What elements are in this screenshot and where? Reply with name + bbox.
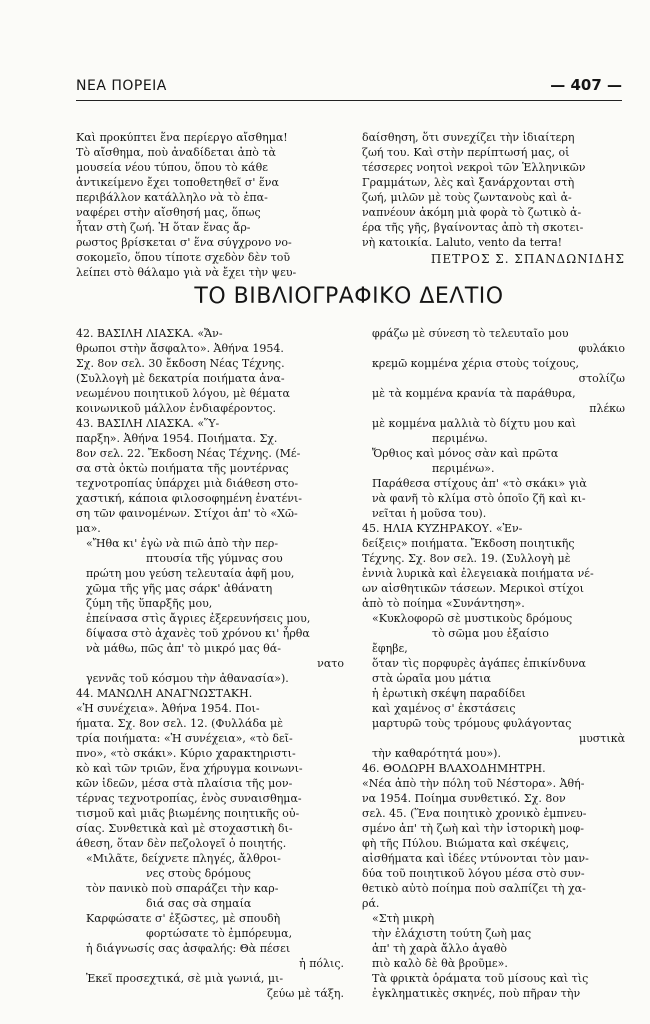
text-line: φράζω μὲ σύνεση τὸ τελευταῖο μου [372, 327, 569, 340]
text-line: στὰ ὡραῖα μου μάτια [372, 672, 491, 685]
text-line: λείπει στὸ θάλαμο γιὰ νὰ ἔχει τὴν ψευ- [76, 266, 297, 279]
text-line: ων αἰσθητικῶν τάσεων. Μερικοὶ στίχοι [362, 582, 584, 595]
text-line: ἡ διάγνωσίς σας ἀσφαλής: Θὰ πέσει [86, 942, 291, 955]
text-line: νὰ μάθω, πῶς ἀπ' τὸ μικρό μας θά- [86, 642, 281, 655]
text-line: «Ἤθα κι' ἐγὼ νὰ πιῶ ἀπὸ τὴν περ- [86, 537, 279, 550]
section-title: ΤΟ ΒΙΒΛΙΟΓΡΑΦΙΚΟ ΔΕΛΤΙΟ [194, 284, 504, 309]
text-line: μυστικὰ [578, 732, 625, 745]
text-line: περιβάλλον κατάλληλο νὰ τὸ ἐπα- [76, 191, 268, 204]
text-line: τεχνοτροπίας ὑπάρχει μιὰ διάθεση στο- [76, 477, 299, 490]
text-line: φυλάκιο [578, 342, 625, 355]
text-line: παρξη». Ἀθήνα 1954. Ποιήματα. Σχ. [76, 432, 278, 445]
bibliography-entry [76, 326, 344, 416]
bibliography-right-column [362, 326, 625, 1001]
text-line: ήματα. Σχ. 8ον σελ. 12. (Φυλλάδα μὲ [76, 717, 284, 730]
text-line: ναπνέουν ἀκόμη μιὰ φορὰ τὸ ζωτικὸ ἀ- [362, 206, 582, 219]
text-line: ζωή, μιλῶν μὲ τοὺς ζωντανοὺς καὶ ἀ- [362, 191, 572, 204]
text-line: 42. ΒΑΣΙΛΗ ΛΙΑΣΚΑ. «Ἄν- [76, 327, 223, 340]
text-line: διά σας σὰ σημαία [146, 897, 252, 910]
text-line: ἀπὸ τὸ ποίημα «Συνάντηση». [362, 597, 525, 610]
text-line: χαστική, κάποια φιλοσοφημένη ἐνατένι- [76, 492, 303, 505]
text-line: μαρτυρῶ τοὺς τρόμους φυλάγοντας [372, 717, 572, 730]
text-line: καὶ χαμένος σ' ἐκστάσεις [372, 702, 516, 715]
text-line: Καρφώσατε σ' ἐξῶστες, μὲ σπουδὴ [86, 912, 281, 925]
text-line: θρωποι στὴν ἄσφαλτο». Ἀθήνα 1954. [76, 342, 284, 355]
text-line: νεωμένου ποιητικοῦ λόγου, μὲ θέματα [76, 387, 290, 400]
text-line: χῶμα τῆς γῆς μας σάρκ' ἀθάνατη [86, 582, 273, 595]
text-line: ζεύω μὲ τάξη. [266, 987, 344, 1000]
text-line: πρώτη μου γεύση τελευταία ἀφῆ μου, [86, 567, 295, 580]
page-number: — 407 — [550, 76, 622, 94]
text-line: ἀντικείμενο ἔχει τοποθετηθεῖ σ' ἕνα [76, 176, 279, 189]
text-line: ἀπ' τὴ χαρὰ ἄλλο ἀγαθὸ [372, 942, 508, 955]
text-line: σίας. Συνθετικὰ καὶ μὲ στοχαστικὴ δι- [76, 822, 293, 835]
quoted-verse [362, 611, 625, 761]
text-line: φὴ τῆς Πύλου. Βιώματα καὶ σκέψεις, [362, 837, 570, 850]
text-line: «Μιλᾶτε, δείχνετε πληγές, ἄλθροι- [86, 852, 281, 865]
text-line: δίψασα στὸ ἀχανὲς τοῦ χρόνου κι' ἦρθα [86, 627, 310, 640]
article-end-right-column [362, 130, 625, 250]
text-line: ἐπείνασα στὶς ἄγριες ἐξερευνήσεις μου, [86, 612, 311, 625]
text-line: σα στὰ ὀκτὼ ποιήματα τῆς μοντέρνας [76, 462, 289, 475]
text-line: Παράθεσα στίχους ἀπ' «τὸ σκάκι» γιὰ [372, 477, 587, 490]
text-line: περιμένω». [432, 462, 495, 475]
text-line: μουσεία νέου τύπου, ὅπου τὸ κάθε [76, 161, 268, 174]
text-line: κρεμῶ κομμένα χέρια στοὺς τοίχους, [372, 357, 580, 370]
text-line: μὲ κομμένα μαλλιὰ τὸ δίχτυ μου καὶ [372, 417, 577, 430]
text-line: Καὶ προκύπτει ἕνα περίεργο αἴσθημα! [76, 131, 288, 144]
text-line: Τὰ φρικτὰ ὁράματα τοῦ μίσους καὶ τὶς [372, 972, 589, 985]
text-line: ὅταν τὶς πορφυρὲς ἀγάπες ἐπικίνδυνα [372, 657, 586, 670]
text-line: θετικὸ αὐτὸ ποίημα ποὺ σαλπίζει τὴ χα- [362, 882, 586, 895]
text-line: Ἐκεῖ προσεχτικά, σὲ μιὰ γωνιά, μι- [86, 972, 284, 985]
text-line: Γραμμάτων, λὲς καὶ ξανάρχονται στὴ [362, 176, 575, 189]
text-line: «Κυκλοφορῶ σὲ μυστικοὺς δρόμους [372, 612, 573, 625]
bibliography-entry [76, 686, 344, 851]
text-line: 43. ΒΑΣΙΛΗ ΛΙΑΣΚΑ. «Ὕ- [76, 417, 220, 430]
text-line: τὸν πανικὸ ποὺ σπαράζει τὴν καρ- [86, 882, 279, 895]
text-line: «Νέα ἀπὸ τὴν πόλη τοῦ Νέστορα». Ἀθή- [362, 777, 585, 790]
text-line: κῶν ἰδεῶν, μέσα στὰ πλαίσια τῆς μον- [76, 777, 293, 790]
bibliography-entry [362, 521, 625, 611]
text-line: ζύμη τῆς ὕπαρξῆς μου, [86, 597, 213, 610]
text-line: 44. ΜΑΝΩΛΗ ΑΝΑΓΝΩΣΤΑΚΗ. [76, 687, 253, 700]
text-line: «Στὴ μικρὴ [372, 912, 435, 925]
text-line: πτουσία τῆς γύμνας σου [146, 552, 283, 565]
journal-title: ΝΕΑ ΠΟΡΕΙΑ [76, 78, 167, 94]
text-line: νὰ φανῆ τὸ κλίμα στὸ ὁποῖο ζῆ καὶ κι- [372, 492, 586, 505]
text-line: σοκομεῖο, ὅπου τίποτε σχεδὸν δὲν τοῦ [76, 251, 291, 264]
text-line: πιὸ καλὸ δὲ θὰ βροῦμε». [372, 957, 508, 970]
header-rule [76, 100, 622, 101]
text-line: δαίσθηση, ὅτι συνεχίζει τὴν ἰδιαίτερη [362, 131, 575, 144]
bibliography-entry [76, 416, 344, 536]
text-line: γεννᾶς τοῦ κόσμου τὴν ἀθανασία»). [86, 672, 289, 685]
text-line: μὲ τὰ κομμένα κρανία τὰ παράθυρα, [372, 387, 576, 400]
text-line: δύα τοῦ ποιητικοῦ λόγου μέσα στὸ συν- [362, 867, 585, 880]
text-line: ἦταν στὴ ζωή. Ἡ ὅταν ἕνας ἄρ- [76, 221, 251, 234]
text-line: άθεση, ὅταν δὲν πεζολογεῖ ὁ ποιητής. [76, 837, 287, 850]
text-line: νες στοὺς δρόμους [146, 867, 251, 880]
text-line: Ὄρθιος καὶ μόνος σὰν καὶ πρῶτα [372, 447, 559, 460]
text-line: Τὸ αἴσθημα, ποὺ ἀναδίδεται ἀπὸ τὰ [76, 146, 276, 159]
text-line: περιμένω. [432, 432, 488, 445]
running-header [76, 74, 622, 98]
text-line: ναφέρει στὴν αἴσθησή μας, ὅπως [76, 206, 261, 219]
text-line: αἰσθήματα καὶ ἰδέες ντύνονται τὸν μαν- [362, 852, 589, 865]
text-line: 8ον σελ. 22. Ἔκδοση Νέας Τέχνης. (Μέ- [76, 447, 301, 460]
text-line: 45. ΗΛΙΑ ΚΥΖΗΡΑΚΟΥ. «Ἐν- [362, 522, 523, 535]
text-line: νεῖται ἡ μοῦσα του). [372, 507, 487, 520]
text-line: στολίζω [578, 372, 625, 385]
text-line: μα». [76, 522, 101, 535]
text-line: νατο [317, 657, 344, 670]
text-line: δείξεις» ποιήματα. Ἔκδοση ποιητικῆς [362, 537, 575, 550]
text-line: (Συλλογὴ μὲ δεκατρία ποιήματα ἀνα- [76, 372, 285, 385]
text-line: ση τῶν φαινομένων. Στίχοι ἀπ' τὸ «Χῶ- [76, 507, 298, 520]
text-line: πνο», «τὸ σκάκι». Κύριο χαρακτηριστι- [76, 747, 296, 760]
text-line: ρά. [362, 897, 380, 910]
text-line: σελ. 45. (Ἕνα ποιητικὸ χρονικὸ ἐμπνευ- [362, 807, 587, 820]
text-line: ἔφηβε, [372, 642, 408, 655]
text-line: πλέκω [589, 402, 625, 415]
text-line: ἐννιὰ λυρικὰ καὶ ἐλεγειακὰ ποιήματα νέ- [362, 567, 594, 580]
quoted-verse [362, 326, 625, 521]
text-line: τέρνας τεχνοτροπίας, ἑνὸς συναισθημα- [76, 792, 302, 805]
text-line: ἡ ἐρωτικὴ σκέψη παραδίδει [372, 687, 526, 700]
text-line: να 1954. Ποίημα συνθετικό. Σχ. 8ον [362, 792, 566, 805]
text-line: κὸ καὶ τῶν τριῶν, ἕνα χήρυγμα κοινωνι- [76, 762, 303, 775]
text-line: τισμοῦ καὶ μιᾶς βιωμένης ποιητικῆς οὐ- [76, 807, 300, 820]
text-line: νὴ κατοικία. Laluto, vento da terra! [362, 236, 563, 249]
quoted-verse [76, 851, 344, 1001]
text-line: τὴν ἐλάχιστη τούτη ζωὴ μας [372, 927, 532, 940]
quoted-verse [362, 911, 625, 1001]
text-line: τὴν καθαρότητά μου»). [372, 747, 501, 760]
text-line: κοινωνικοῦ μάλλον ἐνδιαφέροντος. [76, 402, 276, 415]
quoted-verse [76, 536, 344, 686]
text-line: έρα τῆς γῆς, βγαίνοντας ἀπὸ τὴ σκοτει- [362, 221, 584, 234]
bibliography-left-column [76, 326, 344, 1001]
text-line: ἡ πόλις. [299, 957, 344, 970]
text-line: ρωστος βρίσκεται σ' ἕνα σύγχρονο νο- [76, 236, 292, 249]
text-line: τρία ποιήματα: «Ἡ συνέχεια», «τὸ δεῖ- [76, 732, 293, 745]
text-line: ἐγκληματικὲς σκηνές, ποὺ πῆραν τὴν [372, 987, 581, 1000]
text-line: τέσσερες νοητοὶ νεκροὶ τῶν Ἑλληνικῶν [362, 161, 586, 174]
text-line: ζωή του. Καὶ στὴν περίπτωσή μας, οἱ [362, 146, 570, 159]
text-line: 46. ΘΟΔΩΡΗ ΒΛΑΧΟΔΗΜΗΤΡΗ. [362, 762, 546, 775]
text-line: «Ἡ συνέχεια». Ἀθήνα 1954. Ποι- [76, 702, 260, 715]
author-signature: ΠΕΤΡΟΣ Σ. ΣΠΑΝΔΩΝΙΔΗΣ [430, 252, 625, 266]
text-line: Τέχνης. Σχ. 8ον σελ. 19. (Συλλογὴ μὲ [362, 552, 571, 565]
text-line: φορτώσατε τὸ ἐμπόρευμα, [146, 927, 293, 940]
text-line: Σχ. 8ον σελ. 30 ἔκδοση Νέας Τέχνης. [76, 357, 285, 370]
text-line: σμένο ἀπ' τὴ ζωὴ καὶ τὴν ἱστορικὴ μοφ- [362, 822, 584, 835]
article-end-left-column [76, 130, 344, 280]
text-line: τὸ σῶμα μου ἐξαίσιο [432, 627, 549, 640]
bibliography-entry [362, 761, 625, 911]
